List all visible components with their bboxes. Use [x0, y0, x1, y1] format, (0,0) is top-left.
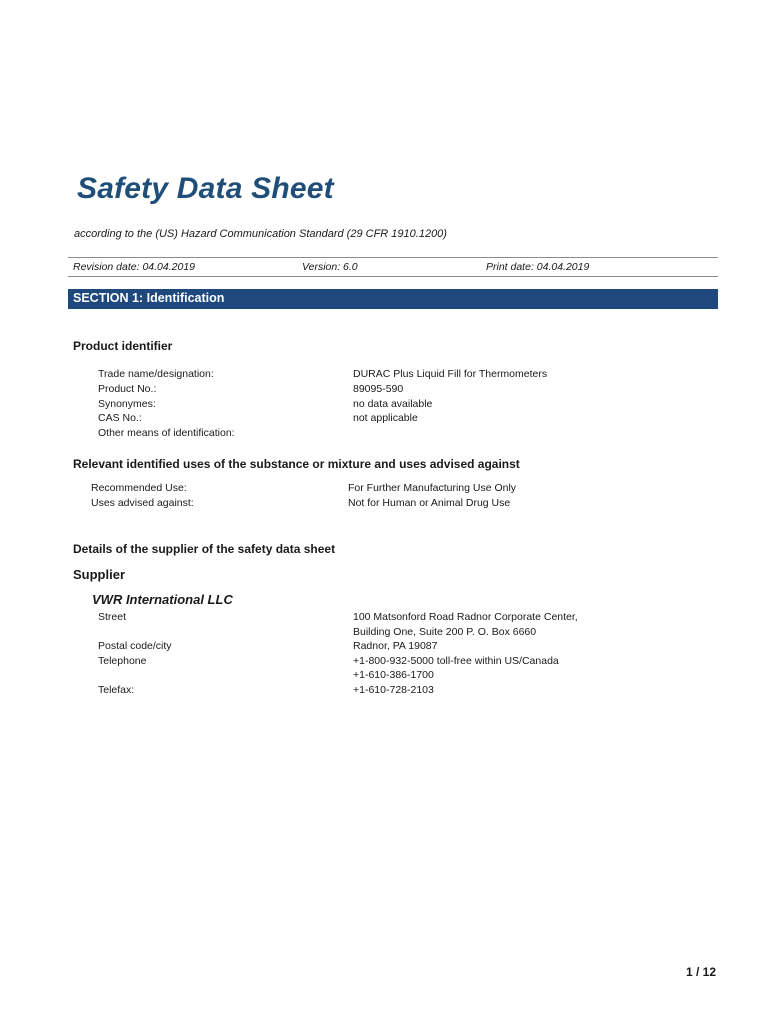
document-title: Safety Data Sheet — [77, 172, 334, 205]
telephone-line-2: +1-610-386-1700 — [353, 669, 434, 681]
trade-name-value: DURAC Plus Liquid Fill for Thermometers — [353, 368, 548, 380]
supplier-company-name: VWR International LLC — [92, 592, 233, 607]
postal-code-label: Postal code/city — [98, 640, 172, 652]
street-line-1: 100 Matsonford Road Radnor Corporate Center, — [353, 611, 578, 623]
cas-no-value: not applicable — [353, 412, 418, 424]
recommended-use-label: Recommended Use: — [91, 482, 187, 494]
telephone-line-1: +1-800-932-5000 toll-free within US/Canada — [353, 655, 559, 667]
street-label: Street — [98, 611, 127, 623]
telefax-value: +1-610-728-2103 — [353, 684, 434, 696]
document-subtitle: according to the (US) Hazard Communication Standard (29 CFR 1910.1200) — [74, 228, 447, 240]
postal-code-value: Radnor, PA 19087 — [353, 640, 438, 652]
meta-top-divider — [68, 257, 718, 258]
cas-no-label: CAS No.: — [98, 412, 142, 424]
uses-advised-against-value: Not for Human or Animal Drug Use — [348, 497, 511, 509]
product-no-label: Product No.: — [98, 383, 157, 395]
other-means-label: Other means of identification: — [98, 427, 235, 439]
section-1-bar — [68, 289, 718, 309]
page-number: 1 / 12 — [685, 965, 716, 979]
synonymes-label: Synonymes: — [98, 398, 156, 410]
version: Version: 6.0 — [302, 261, 358, 273]
trade-name-label: Trade name/designation: — [98, 368, 214, 380]
telephone-label: Telephone — [98, 655, 147, 667]
supplier-heading: Supplier — [73, 567, 126, 582]
product-identifier-heading: Product identifier — [73, 339, 173, 353]
uses-advised-against-label: Uses advised against: — [91, 497, 194, 509]
meta-bottom-divider — [68, 276, 718, 277]
print-date: Print date: 04.04.2019 — [486, 261, 590, 273]
recommended-use-value: For Further Manufacturing Use Only — [348, 482, 517, 494]
supplier-details-heading: Details of the supplier of the safety data sheet — [73, 542, 336, 556]
synonymes-value: no data available — [353, 398, 433, 410]
product-no-value: 89095-590 — [353, 383, 404, 395]
uses-heading: Relevant identified uses of the substance or mixture and uses advised against — [73, 457, 520, 471]
street-line-2: Building One, Suite 200 P. O. Box 6660 — [353, 626, 537, 638]
telefax-label: Telefax: — [98, 684, 135, 696]
revision-date: Revision date: 04.04.2019 — [73, 261, 196, 273]
section-1-title: SECTION 1: Identification — [73, 291, 225, 305]
